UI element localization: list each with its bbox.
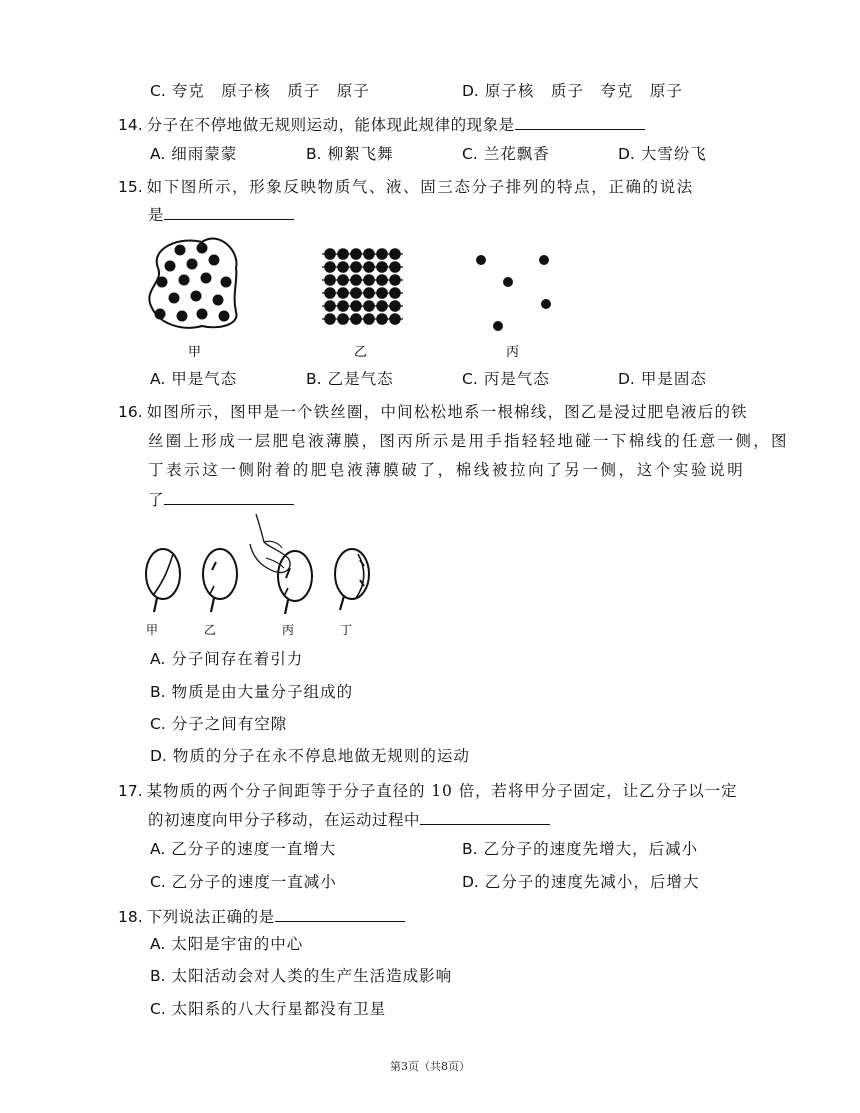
q16-stem-line2: 丝圈上形成一层肥皂液薄膜，图丙所示是用手指轻轻地碰一下棉线的任意一侧，图: [148, 432, 789, 450]
figure-label-yi: 乙: [354, 345, 368, 360]
answer-blank: [275, 905, 405, 922]
q17-option-b: B. 乙分子的速度先增大，后减小: [462, 840, 699, 858]
q15-option-a: A. 甲是气态: [150, 370, 238, 388]
q13-option-d: D. 原子核 质子 夸克 原子: [462, 82, 683, 100]
figure-label-ding: 丁: [340, 623, 353, 637]
figure-jia-liquid: [149, 239, 236, 328]
q15-option-c: C. 丙是气态: [462, 370, 550, 388]
figure-yi-solid: [322, 248, 403, 325]
q17-stem-line1: 17. 某物质的两个分子间距等于分子直径的 10 倍，若将甲分子固定，让乙分子以一定: [118, 782, 738, 800]
q16-stem-line3: 丁表示这一侧附着的肥皂液薄膜破了，棉线被拉向了另一侧，这个实验说明: [148, 461, 746, 479]
q14-option-c: C. 兰花飘香: [462, 145, 550, 163]
q14-option-a: A. 细雨蒙蒙: [150, 145, 238, 163]
hand-icon: [250, 514, 290, 573]
figure-label-yi: 乙: [204, 623, 217, 637]
q18-option-a: A. 太阳是宇宙的中心: [150, 935, 304, 953]
wire-loop-jia: [146, 549, 180, 612]
q17-option-a: A. 乙分子的速度一直增大: [150, 840, 337, 858]
answer-blank: [420, 808, 550, 825]
figure-label-jia: 甲: [188, 345, 202, 360]
q16-stem-line1: 16. 如图所示，图甲是一个铁丝圈，中间松松地系一根棉线，图乙是浸过肥皂液后的铁: [118, 403, 748, 421]
q16-option-b: B. 物质是由大量分子组成的: [150, 683, 354, 701]
q18-option-c: C. 太阳系的八大行星都没有卫星: [150, 1000, 387, 1018]
wire-loop-ding: [335, 549, 369, 610]
page-footer: 第3页（共8页）: [390, 1060, 470, 1073]
q14-option-b: B. 柳絮飞舞: [306, 145, 394, 163]
q16-option-d: D. 物质的分子在永不停息地做无规则的运动: [150, 747, 470, 765]
q15-figure: [140, 228, 560, 363]
q14-stem: 14. 分子在不停地做无规则运动，能体现此规律的现象是: [118, 113, 645, 136]
figure-label-bing: 丙: [282, 623, 295, 637]
q18-stem: 18. 下列说法正确的是: [118, 905, 405, 928]
q15-option-b: B. 乙是气态: [306, 370, 394, 388]
q13-option-c: C. 夸克 原子核 质子 原子: [150, 82, 370, 100]
wire-loop-bing: [278, 551, 312, 614]
figure-bing-gas: [476, 255, 551, 331]
q15-stem: 15. 如下图所示，形象反映物质气、液、固三态分子排列的特点，正确的说法: [118, 178, 694, 196]
q15-stem-cont: 是: [148, 203, 294, 226]
q16-option-a: A. 分子间存在着引力: [150, 650, 304, 668]
q17-option-d: D. 乙分子的速度先减小，后增大: [462, 873, 700, 891]
figure-label-jia: 甲: [146, 623, 159, 637]
q14-option-d: D. 大雪纷飞: [618, 145, 707, 163]
q15-option-d: D. 甲是固态: [618, 370, 707, 388]
q16-option-c: C. 分子之间有空隙: [150, 715, 288, 733]
answer-blank: [164, 203, 294, 220]
q17-option-c: C. 乙分子的速度一直减小: [150, 873, 337, 891]
q16-figure: [140, 514, 380, 640]
wire-loop-yi: [203, 549, 237, 612]
q17-stem-line2: 的初速度向甲分子移动，在运动过程中: [148, 808, 550, 831]
q18-option-b: B. 太阳活动会对人类的生产生活造成影响: [150, 967, 453, 985]
answer-blank: [164, 488, 294, 505]
answer-blank: [515, 113, 645, 130]
figure-label-bing: 丙: [506, 345, 520, 360]
q16-stem-line4: 了: [148, 488, 294, 511]
